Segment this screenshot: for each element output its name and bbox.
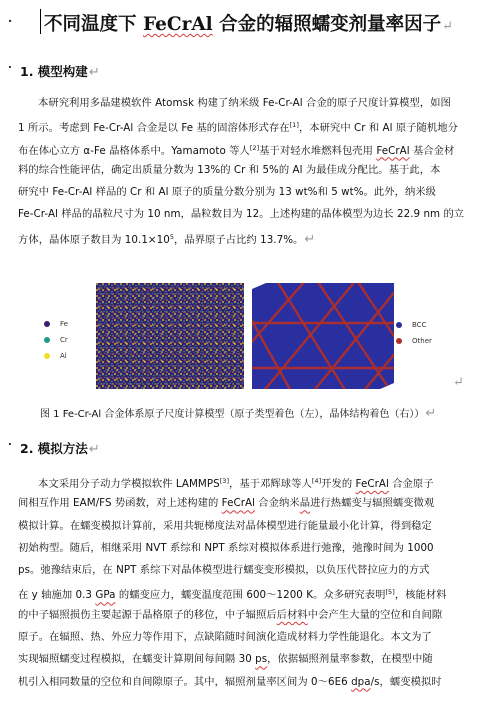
legend-swatch	[44, 337, 50, 343]
section1-heading-text: 1. 模型构建	[20, 64, 88, 79]
section2-heading-row	[0, 439, 487, 459]
line-text: 布在体心立方 α-Fe 晶格体系中。Yamamoto 等人	[18, 144, 250, 157]
title-suffix: 合金的辐照蠕变剂量率因子	[212, 14, 442, 35]
legend-item-other	[396, 333, 432, 349]
exponent: 5	[169, 232, 174, 241]
citation-ref[interactable]: [4]	[311, 477, 322, 485]
line-text: 的中子辐照损伤主要起源于晶格原子的移位，中子辐照后	[18, 608, 277, 621]
paragraph-mark-icon: ↵	[88, 65, 100, 80]
paragraph-mark-icon: ↵	[453, 375, 464, 390]
para-line	[18, 470, 470, 492]
left-legend	[44, 316, 68, 364]
para-line: 料的综合性能评估，确定出质量分数为 13%的 Cr 和 5%的 Al 为最佳成分配比。基于此，本	[18, 163, 441, 176]
para-line	[18, 648, 470, 670]
para-line: 初始构型。随后，相继采用 NVT 系综和 NPT 系综对模拟体系进行弛豫，弛豫时间为 1000	[18, 541, 434, 554]
para-line	[18, 137, 470, 159]
line-text: /s，蠕变模拟时	[370, 675, 442, 688]
line-text: 的蠕变应力，蠕变温度范围 600～1200 K。众多研究表明	[115, 589, 386, 602]
legend-label: Other	[412, 337, 432, 345]
line-text: 中会产生大量的空位和自间隙	[307, 608, 443, 621]
paragraph-mark-icon: ↵	[88, 442, 100, 457]
line-text: ，依据辐照剂量率参数，在模型中随	[267, 653, 433, 666]
para-line	[18, 604, 470, 626]
line-text: 实现辐照蠕变过程模拟，在蠕变计算期间每间隔 30	[18, 653, 256, 666]
line-text: 基合金材	[409, 144, 455, 157]
line-text: 合金原子	[388, 478, 434, 490]
line-text: 基于对轻水堆燃料包壳用	[259, 144, 377, 157]
para-line	[18, 226, 470, 248]
right-legend	[396, 317, 432, 349]
spell-flag-word: FeCrAl	[376, 144, 410, 157]
legend-label: Al	[60, 352, 67, 360]
page-title[interactable]	[44, 10, 453, 36]
text-cursor	[40, 9, 41, 34]
para-line	[18, 671, 470, 693]
caption-text: 图 1 Fe-Cr-Al 合金体系原子尺度计算模型（原子类型着色（左），晶体结构着色（右））	[40, 409, 425, 420]
section2-paragraph[interactable]	[18, 470, 470, 693]
legend-swatch	[44, 353, 50, 359]
citation-ref[interactable]: [2]	[249, 143, 260, 152]
paragraph-mark-icon: ↵	[304, 231, 316, 247]
line-text: ，基于邓辉球等人	[229, 478, 312, 490]
legend-item-fe	[44, 316, 68, 332]
line-text: ，晶界原子占比约 13.7%。	[174, 233, 304, 246]
section1-paragraph[interactable]	[18, 92, 470, 248]
section1-heading[interactable]	[20, 62, 100, 80]
structure-render	[252, 283, 394, 389]
line-text: 本文采用分子动力学模拟软件 LAMMPS	[38, 478, 220, 490]
citation-ref[interactable]: [3]	[219, 477, 230, 485]
line-text: 机引入相同数量的空位和自间隙原子。其中，辐照剂量率区间为 0～6E6	[18, 675, 352, 688]
spell-flag-word: ps	[255, 653, 268, 666]
line-text: 1 所示。考虑到 Fe-Cr-Al 合金是以 Fe 基的固溶体形式存在	[18, 122, 290, 135]
para-line: 模拟计算。在蠕变模拟计算前，采用共轭梯度法对晶体模型进行能量最小化计算，得到稳定	[18, 519, 432, 532]
paragraph-mark-icon: ↵	[425, 406, 437, 421]
paragraph-mark-icon: ↵	[442, 19, 454, 34]
legend-label: BCC	[412, 321, 427, 329]
para-line: ps。弛豫结束后，在 NPT 系综下对晶体模型进行蠕变变形模拟，以负压代替拉应力的方式	[18, 564, 430, 577]
spell-flag-word: 后材料	[276, 608, 308, 621]
section1-bullet: ·	[8, 61, 12, 74]
atom-type-render	[96, 283, 244, 389]
line-text: 在 y 轴施加 0.3	[18, 589, 96, 602]
para-line: 研究中 Fe-Cr-Al 样品的 Cr 和 Al 原子的质量分数分别为 13 wt%和 5 wt%。此外，纳米级	[18, 186, 436, 199]
spell-flag-word: dpa	[351, 675, 371, 688]
spell-flag-word: FeCrAl	[221, 497, 255, 510]
legend-label: Cr	[60, 336, 68, 344]
line-text: 开发的	[321, 478, 356, 490]
para-line: 本研究利用多晶建模软件 Atomsk 构建了纳米级 Fe-Cr-Al 合金的原子尺度计算模型，如图	[38, 97, 451, 109]
para-line: 原子。在辐照、热、外应力等作用下，点缺陷随时间演化造成材料力学性能退化。本文为了	[18, 631, 432, 644]
figure-caption[interactable]	[40, 405, 436, 421]
legend-item-al	[44, 348, 68, 364]
para-line: Fe-Cr-Al 样品的晶粒尺寸为 10 nm，晶粒数目为 12。上述构建的晶体模型为边长 22.9 nm 的立	[18, 208, 465, 221]
legend-swatch	[396, 338, 402, 344]
legend-swatch	[396, 322, 402, 328]
line-text: ，核能材料	[394, 589, 447, 602]
title-fecral: FeCrAl	[142, 14, 213, 35]
citation-ref[interactable]: [5]	[385, 588, 395, 597]
spell-flag-word: 晶	[299, 497, 311, 510]
para-line	[18, 492, 470, 514]
line-text: 进行热蠕变与辐照蠕变微观	[310, 497, 435, 510]
title-prefix: 不同温度下	[44, 14, 143, 35]
legend-swatch	[44, 321, 50, 327]
line-text: 合金纳米	[254, 497, 300, 510]
title-row	[0, 6, 487, 36]
legend-item-cr	[44, 332, 68, 348]
legend-label: Fe	[60, 320, 68, 328]
section1-heading-row	[0, 62, 487, 82]
line-text: ，本研究中 Cr 和 Al 原子随机地分	[298, 122, 458, 135]
line-text: 方体，晶体原子数目为 10.1×10	[18, 233, 170, 246]
title-bullet: ·	[8, 14, 13, 28]
section2-heading-text: 2. 模拟方法	[20, 441, 88, 456]
para-line	[18, 581, 470, 603]
section2-bullet: ·	[8, 438, 12, 451]
spell-flag-word: GPa	[95, 589, 116, 602]
line-text: 间相互作用 EAM/FS 势函数，对上述构建的	[18, 497, 222, 510]
figure-1	[0, 283, 487, 393]
para-line	[18, 114, 470, 136]
citation-ref[interactable]: [1]	[289, 121, 299, 130]
spell-flag-word: FeCrAl	[355, 478, 389, 490]
section2-heading[interactable]	[20, 439, 100, 457]
legend-item-bcc	[396, 317, 432, 333]
